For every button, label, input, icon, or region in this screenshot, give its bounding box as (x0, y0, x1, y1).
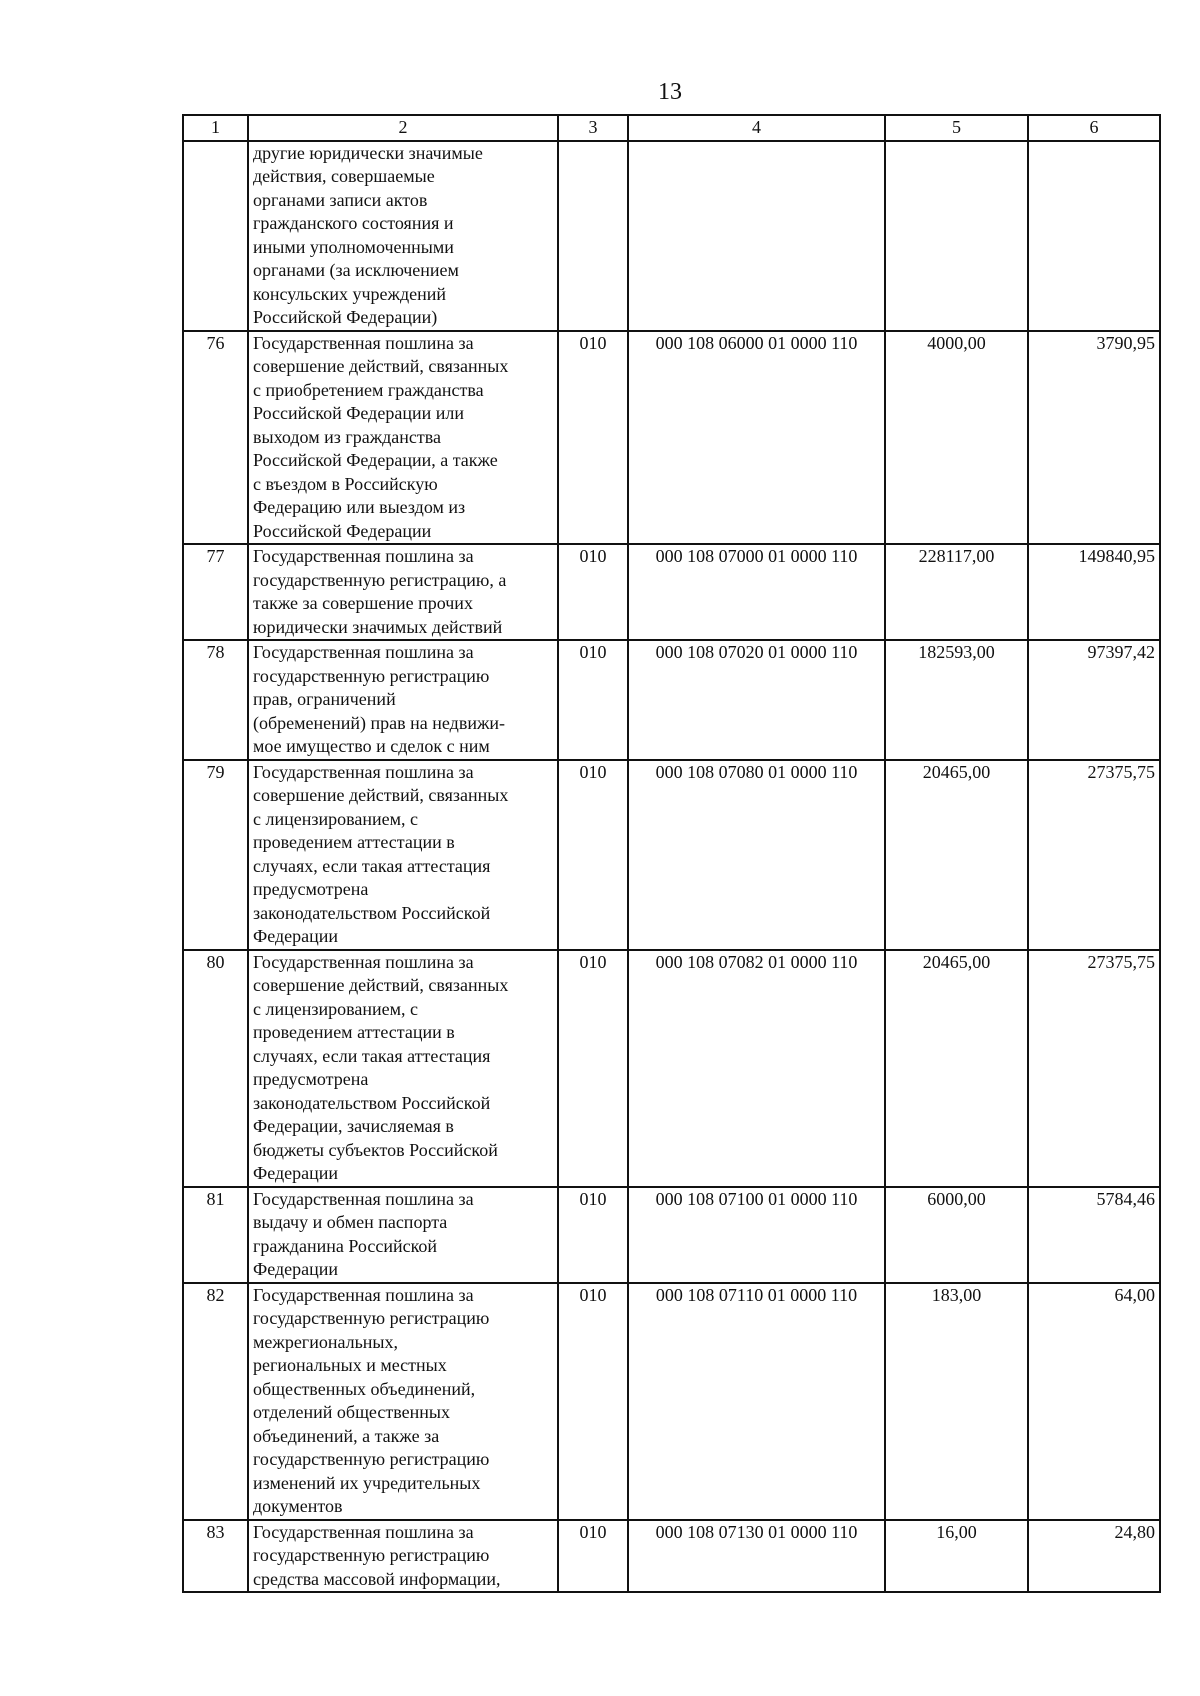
description-line: органами записи актов (253, 189, 428, 210)
description-line: совершение действий, связанных (253, 356, 509, 376)
description-cell (248, 331, 558, 545)
description-line: Государственная пошлина за (253, 546, 474, 566)
row-number-cell: 76 (183, 331, 248, 545)
description-line: прав, ограничений (253, 689, 396, 709)
description-line: Российской Федерации, а также (253, 450, 498, 470)
description-line: Федерации (253, 1259, 339, 1279)
budget-classification-code-cell: 000 108 07110 01 0000 110 (628, 1283, 885, 1520)
description-line: также за совершение прочих (253, 593, 473, 613)
column-header-4: 4 (628, 115, 885, 141)
description-line: государственную регистрацию (253, 1308, 490, 1328)
description-line: другие юридически значимые (253, 142, 483, 163)
description-line: действия, совершаемые (253, 166, 435, 186)
table-row (183, 1187, 1160, 1283)
description-line: иными уполномоченными (253, 236, 454, 257)
budget-classification-code-cell: 000 108 07130 01 0000 110 (628, 1520, 885, 1593)
description-cell (248, 950, 558, 1187)
code-cell (558, 141, 628, 331)
description-line: мое имущество и сделок с ним (253, 736, 490, 756)
planned-amount-cell: 228117,00 (885, 544, 1028, 640)
description-line: с лицензированием, с (253, 998, 418, 1019)
description-line: объединений, а также за (253, 1425, 440, 1446)
description-line: средства массовой информации, (253, 1568, 501, 1589)
description-line: региональных и местных (253, 1355, 447, 1375)
code-cell: 010 (558, 1520, 628, 1593)
description-line: Государственная пошлина за (253, 1521, 474, 1542)
description-line: выдачу и обмен паспорта (253, 1212, 448, 1232)
description-line: случаях, если такая аттестация (253, 855, 491, 876)
description-line: органами (за исключением (253, 260, 459, 280)
description-line: Российской Федерации (253, 520, 432, 541)
description-cell (248, 1520, 558, 1593)
row-number-cell: 78 (183, 640, 248, 760)
description-cell (248, 141, 558, 331)
description-line: законодательством Российской (253, 902, 491, 923)
planned-amount-cell: 183,00 (885, 1283, 1028, 1520)
description-line: государственную регистрацию (253, 665, 490, 686)
column-header-3: 3 (558, 115, 628, 141)
description-line: межрегиональных, (253, 1331, 399, 1352)
actual-amount-cell: 27375,75 (1028, 760, 1160, 950)
row-number-cell: 83 (183, 1520, 248, 1593)
budget-table (182, 114, 1161, 1593)
description-line: гражданина Российской (253, 1235, 438, 1256)
code-cell: 010 (558, 1187, 628, 1283)
planned-amount-cell: 6000,00 (885, 1187, 1028, 1283)
description-line: Федерации, зачисляемая в (253, 1116, 454, 1136)
column-header-5: 5 (885, 115, 1028, 141)
description-line: бюджеты субъектов Российской (253, 1139, 498, 1160)
table-body (183, 141, 1160, 1593)
budget-classification-code-cell: 000 108 07020 01 0000 110 (628, 640, 885, 760)
table-row (183, 1520, 1160, 1593)
description-line: юридически значимых действий (253, 616, 503, 637)
row-number-cell: 79 (183, 760, 248, 950)
description-cell (248, 544, 558, 640)
actual-amount-cell: 27375,75 (1028, 950, 1160, 1187)
actual-amount-cell: 149840,95 (1028, 544, 1160, 640)
code-cell: 010 (558, 1283, 628, 1520)
description-line: проведением аттестации в (253, 1022, 455, 1042)
table-header (183, 115, 1160, 141)
description-line: консульских учреждений (253, 283, 447, 304)
budget-classification-code-cell: 000 108 06000 01 0000 110 (628, 331, 885, 545)
description-line: с въездом в Российскую (253, 473, 438, 494)
table-row (183, 950, 1160, 1187)
code-cell: 010 (558, 950, 628, 1187)
budget-classification-code-cell: 000 108 07000 01 0000 110 (628, 544, 885, 640)
description-line: государственную регистрацию (253, 1449, 490, 1469)
row-number-cell: 77 (183, 544, 248, 640)
description-line: предусмотрена (253, 879, 369, 899)
planned-amount-cell: 16,00 (885, 1520, 1028, 1593)
description-line: предусмотрена (253, 1069, 369, 1089)
planned-amount-cell: 182593,00 (885, 640, 1028, 760)
description-line: Федерацию или выездом из (253, 497, 466, 517)
row-number-cell: 81 (183, 1187, 248, 1283)
actual-amount-cell: 3790,95 (1028, 331, 1160, 545)
actual-amount-cell: 5784,46 (1028, 1187, 1160, 1283)
column-header-1: 1 (183, 115, 248, 141)
code-cell: 010 (558, 760, 628, 950)
description-line: Российской Федерации) (253, 307, 438, 327)
description-line: Государственная пошлина за (253, 642, 474, 662)
table-row (183, 760, 1160, 950)
description-line: совершение действий, связанных (253, 785, 509, 805)
planned-amount-cell (885, 141, 1028, 331)
description-line: изменений их учредительных (253, 1472, 481, 1493)
description-line: (обременений) прав на недвижи- (253, 712, 506, 733)
row-number-cell: 80 (183, 950, 248, 1187)
description-line: выходом из гражданства (253, 426, 442, 447)
description-cell (248, 640, 558, 760)
table-row (183, 141, 1160, 331)
code-cell: 010 (558, 544, 628, 640)
actual-amount-cell (1028, 141, 1160, 331)
description-line: Государственная пошлина за (253, 951, 474, 972)
budget-classification-code-cell: 000 108 07080 01 0000 110 (628, 760, 885, 950)
description-line: Российской Федерации или (253, 403, 464, 423)
description-line: случаях, если такая аттестация (253, 1045, 491, 1066)
description-line: общественных объединений, (253, 1378, 476, 1399)
row-number-cell: 82 (183, 1283, 248, 1520)
description-line: совершение действий, связанных (253, 975, 509, 995)
planned-amount-cell: 20465,00 (885, 760, 1028, 950)
description-line: проведением аттестации в (253, 832, 455, 852)
description-line: государственную регистрацию (253, 1545, 490, 1565)
actual-amount-cell: 64,00 (1028, 1283, 1160, 1520)
description-line: с приобретением гражданства (253, 379, 484, 400)
code-cell: 010 (558, 640, 628, 760)
column-header-2: 2 (248, 115, 558, 141)
description-line: с лицензированием, с (253, 808, 418, 829)
table-row (183, 1283, 1160, 1520)
description-line: Государственная пошлина за (253, 761, 474, 782)
page-number: 13 (658, 79, 682, 105)
description-line: отделений общественных (253, 1402, 450, 1422)
description-cell (248, 760, 558, 950)
description-line: Федерации (253, 1163, 339, 1183)
code-cell: 010 (558, 331, 628, 545)
actual-amount-cell: 24,80 (1028, 1520, 1160, 1593)
budget-classification-code-cell: 000 108 07082 01 0000 110 (628, 950, 885, 1187)
column-header-6: 6 (1028, 115, 1160, 141)
description-cell (248, 1187, 558, 1283)
description-line: государственную регистрацию, а (253, 569, 507, 590)
description-line: Федерации (253, 926, 339, 946)
description-cell (248, 1283, 558, 1520)
planned-amount-cell: 4000,00 (885, 331, 1028, 545)
description-line: гражданского состояния и (253, 213, 454, 233)
actual-amount-cell: 97397,42 (1028, 640, 1160, 760)
description-line: Государственная пошлина за (253, 332, 474, 353)
budget-classification-code-cell: 000 108 07100 01 0000 110 (628, 1187, 885, 1283)
description-line: законодательством Российской (253, 1092, 491, 1113)
header-row (183, 115, 1160, 141)
description-line: Государственная пошлина за (253, 1284, 474, 1305)
row-number-cell (183, 141, 248, 331)
table-row (183, 331, 1160, 545)
table-row (183, 640, 1160, 760)
description-line: Государственная пошлина за (253, 1188, 474, 1209)
description-line: документов (253, 1496, 343, 1516)
planned-amount-cell: 20465,00 (885, 950, 1028, 1187)
table-row (183, 544, 1160, 640)
budget-classification-code-cell (628, 141, 885, 331)
